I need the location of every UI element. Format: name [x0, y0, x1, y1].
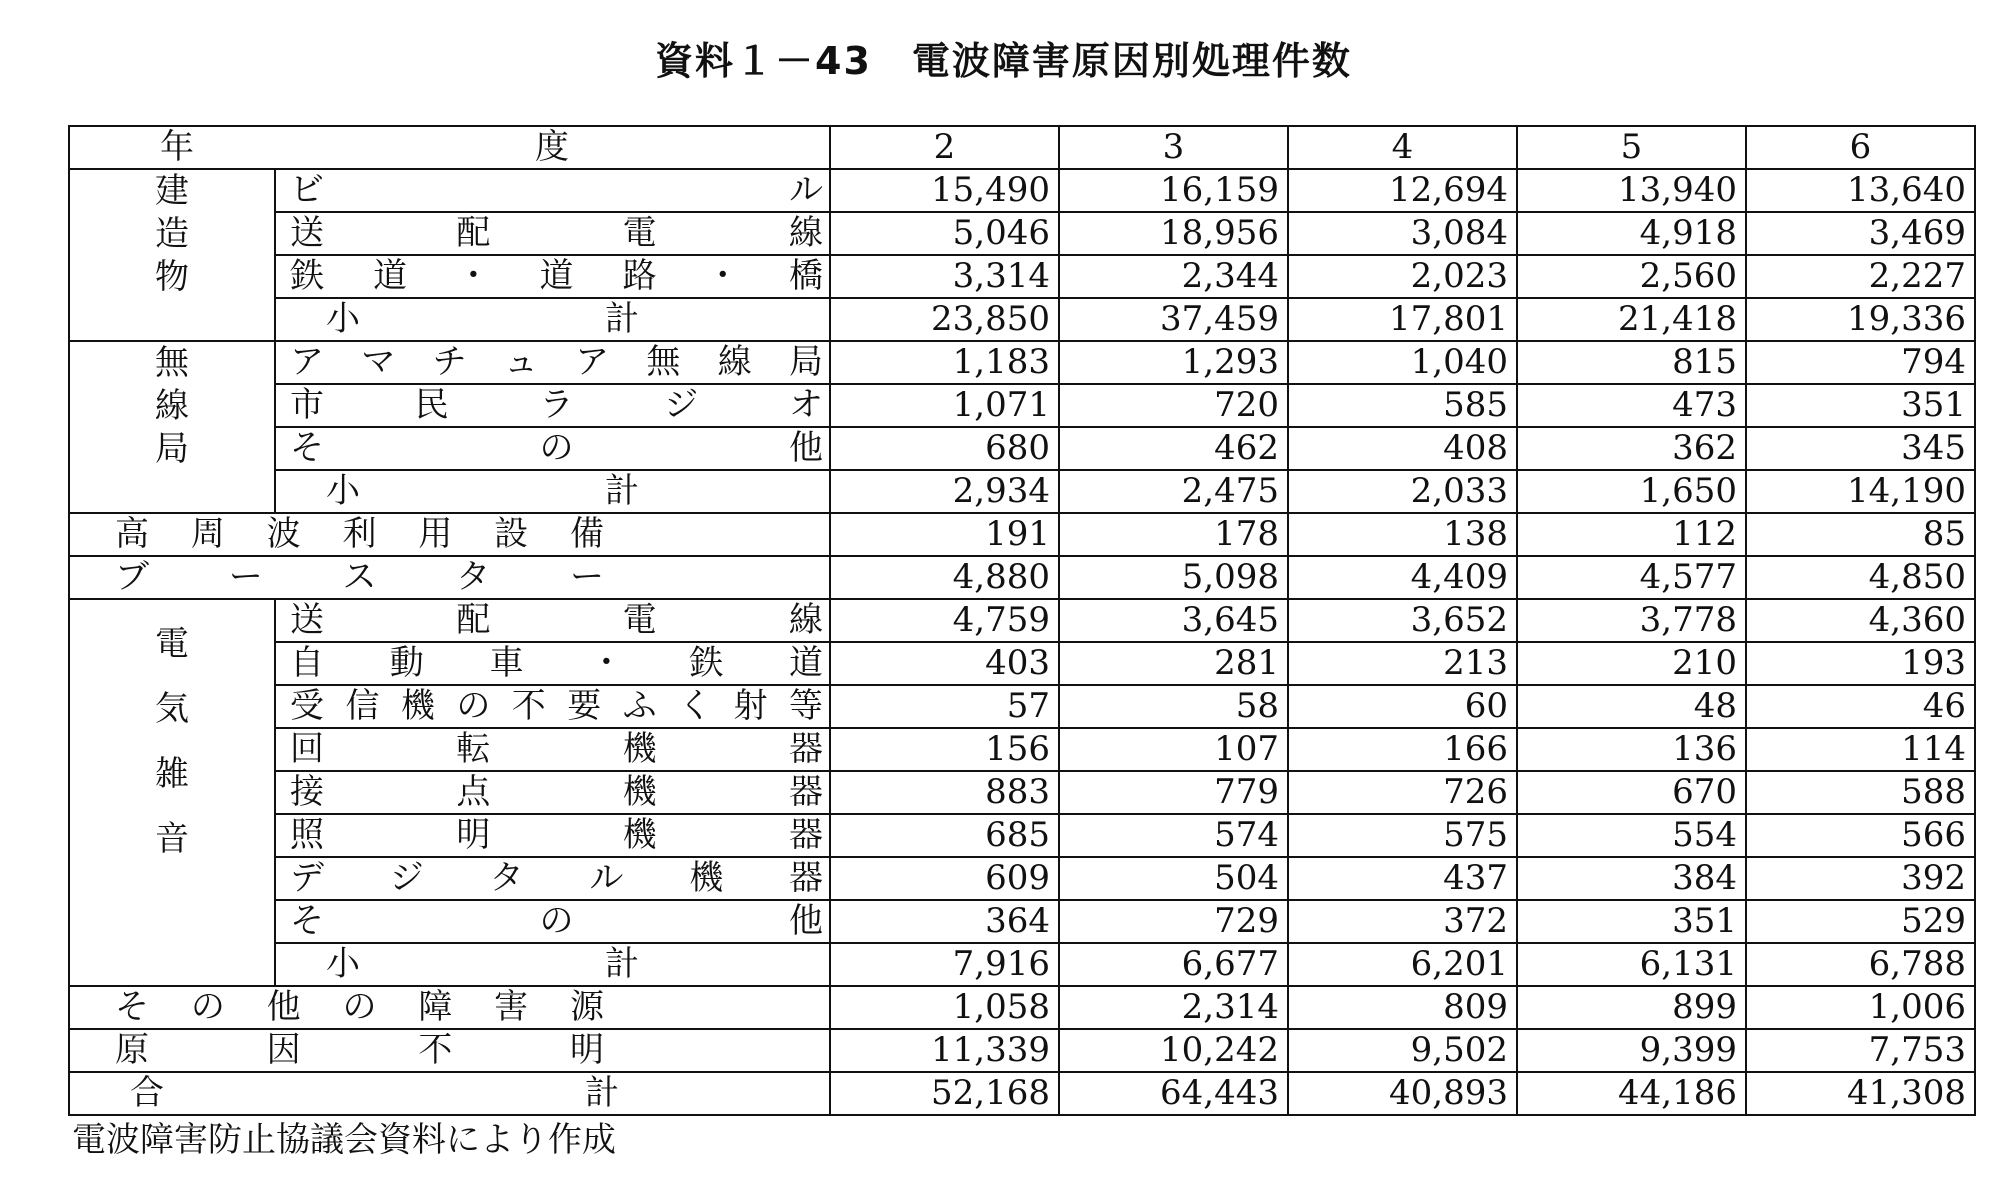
- value-cell: 11,339: [830, 1029, 1059, 1072]
- value-cell: 4,880: [830, 556, 1059, 599]
- category-label: 建造物: [155, 171, 189, 297]
- value-cell: 46: [1746, 685, 1975, 728]
- value-cell: 37,459: [1059, 298, 1288, 341]
- row-label: 受 信 機 の 不 要 ふ く 射 等: [290, 686, 823, 726]
- row-label: 送 配 電 線: [290, 213, 823, 253]
- value-cell: 13,640: [1746, 169, 1975, 212]
- value-cell: 899: [1517, 986, 1746, 1029]
- value-cell: 85: [1746, 513, 1975, 556]
- value-cell: 114: [1746, 728, 1975, 771]
- value-cell: 21,418: [1517, 298, 1746, 341]
- row-label: 照 明 機 器: [290, 815, 823, 855]
- row-label: ビ ル: [290, 170, 823, 210]
- year-cell: 6: [1746, 126, 1975, 169]
- table-row: [69, 814, 1975, 857]
- value-cell: 351: [1746, 384, 1975, 427]
- label-cell: [275, 341, 830, 384]
- category-cell: [69, 599, 275, 986]
- value-cell: 4,577: [1517, 556, 1746, 599]
- table-row: [69, 126, 1975, 169]
- table-row: [69, 298, 1975, 341]
- value-cell: 883: [830, 771, 1059, 814]
- value-cell: 685: [830, 814, 1059, 857]
- table-row: [69, 1029, 1975, 1072]
- value-cell: 2,033: [1288, 470, 1517, 513]
- value-cell: 6,677: [1059, 943, 1288, 986]
- value-cell: 815: [1517, 341, 1746, 384]
- value-cell: 213: [1288, 642, 1517, 685]
- value-cell: 48: [1517, 685, 1746, 728]
- value-cell: 9,502: [1288, 1029, 1517, 1072]
- value-cell: 57: [830, 685, 1059, 728]
- value-cell: 107: [1059, 728, 1288, 771]
- year-cell: 3: [1059, 126, 1288, 169]
- value-cell: 575: [1288, 814, 1517, 857]
- value-cell: 729: [1059, 900, 1288, 943]
- label-cell: [275, 384, 830, 427]
- category-cell: [69, 341, 275, 513]
- value-cell: 351: [1517, 900, 1746, 943]
- table-row: [69, 857, 1975, 900]
- value-cell: 178: [1059, 513, 1288, 556]
- year-cell: 2: [830, 126, 1059, 169]
- value-cell: 670: [1517, 771, 1746, 814]
- value-cell: 3,652: [1288, 599, 1517, 642]
- label-cell: [275, 212, 830, 255]
- value-cell: 364: [830, 900, 1059, 943]
- table-row: [69, 642, 1975, 685]
- value-cell: 2,344: [1059, 255, 1288, 298]
- value-cell: 462: [1059, 427, 1288, 470]
- label-cell: [275, 685, 830, 728]
- value-cell: 17,801: [1288, 298, 1517, 341]
- value-cell: 44,186: [1517, 1072, 1746, 1115]
- value-cell: 566: [1746, 814, 1975, 857]
- value-cell: 585: [1288, 384, 1517, 427]
- table-row: [69, 1072, 1975, 1115]
- category-label: 無線局: [155, 343, 189, 469]
- value-cell: 2,560: [1517, 255, 1746, 298]
- value-cell: 437: [1288, 857, 1517, 900]
- table-row: [69, 685, 1975, 728]
- value-cell: 362: [1517, 427, 1746, 470]
- label-cell: [275, 169, 830, 212]
- value-cell: 4,918: [1517, 212, 1746, 255]
- row-label: 小 計: [326, 944, 639, 984]
- value-cell: 40,893: [1288, 1072, 1517, 1115]
- category-cell: [69, 169, 275, 341]
- value-cell: 191: [830, 513, 1059, 556]
- value-cell: 112: [1517, 513, 1746, 556]
- value-cell: 12,694: [1288, 169, 1517, 212]
- value-cell: 794: [1746, 341, 1975, 384]
- row-label: ア マ チ ュ ア 無 線 局: [290, 342, 823, 382]
- subtotal-label-cell: [275, 943, 830, 986]
- value-cell: 720: [1059, 384, 1288, 427]
- table-row: [69, 900, 1975, 943]
- value-cell: 6,201: [1288, 943, 1517, 986]
- table-row: [69, 341, 1975, 384]
- subtotal-label-cell: [275, 298, 830, 341]
- row-label: デ ジ タ ル 機 器: [290, 858, 823, 898]
- value-cell: 41,308: [1746, 1072, 1975, 1115]
- value-cell: 2,023: [1288, 255, 1517, 298]
- row-label: そ の 他: [290, 428, 823, 468]
- table-row: [69, 255, 1975, 298]
- value-cell: 4,850: [1746, 556, 1975, 599]
- value-cell: 193: [1746, 642, 1975, 685]
- value-cell: 23,850: [830, 298, 1059, 341]
- label-cell: [275, 900, 830, 943]
- value-cell: 138: [1288, 513, 1517, 556]
- value-cell: 7,916: [830, 943, 1059, 986]
- category-label: 電気雑音: [155, 624, 189, 859]
- value-cell: 1,071: [830, 384, 1059, 427]
- value-cell: 16,159: [1059, 169, 1288, 212]
- value-cell: 1,650: [1517, 470, 1746, 513]
- value-cell: 3,645: [1059, 599, 1288, 642]
- page-title: 資料１－43 電波障害原因別処理件数: [655, 39, 1352, 83]
- value-cell: 14,190: [1746, 470, 1975, 513]
- value-cell: 281: [1059, 642, 1288, 685]
- value-cell: 2,934: [830, 470, 1059, 513]
- value-cell: 4,409: [1288, 556, 1517, 599]
- value-cell: 5,098: [1059, 556, 1288, 599]
- value-cell: 1,293: [1059, 341, 1288, 384]
- table-row: [69, 943, 1975, 986]
- table-row: [69, 169, 1975, 212]
- value-cell: 574: [1059, 814, 1288, 857]
- value-cell: 384: [1517, 857, 1746, 900]
- table-row: [69, 771, 1975, 814]
- value-cell: 3,314: [830, 255, 1059, 298]
- value-cell: 60: [1288, 685, 1517, 728]
- year-cell: 5: [1517, 126, 1746, 169]
- value-cell: 392: [1746, 857, 1975, 900]
- value-cell: 210: [1517, 642, 1746, 685]
- label-cell: [275, 255, 830, 298]
- row-label: 送 配 電 線: [290, 600, 823, 640]
- value-cell: 19,336: [1746, 298, 1975, 341]
- value-cell: 345: [1746, 427, 1975, 470]
- year-cell: 4: [1288, 126, 1517, 169]
- row-label: 回 転 機 器: [290, 729, 823, 769]
- value-cell: 5,046: [830, 212, 1059, 255]
- table-row: [69, 556, 1975, 599]
- row-label: そ の 他: [290, 901, 823, 941]
- value-cell: 779: [1059, 771, 1288, 814]
- row-label: 接 点 機 器: [290, 772, 823, 812]
- value-cell: 166: [1288, 728, 1517, 771]
- value-cell: 1,040: [1288, 341, 1517, 384]
- value-cell: 156: [830, 728, 1059, 771]
- row-label: ブ ー ス タ ー: [115, 557, 604, 597]
- value-cell: 15,490: [830, 169, 1059, 212]
- table-row: [69, 728, 1975, 771]
- label-cell: [275, 857, 830, 900]
- value-cell: 1,183: [830, 341, 1059, 384]
- value-cell: 3,469: [1746, 212, 1975, 255]
- table-row: [69, 599, 1975, 642]
- subtotal-label-cell: [275, 470, 830, 513]
- wide-label-cell: [69, 1072, 830, 1115]
- wide-label-cell: [69, 513, 830, 556]
- value-cell: 726: [1288, 771, 1517, 814]
- row-label: 鉄 道 ・ 道 路 ・ 橋: [290, 256, 823, 296]
- row-label: 原 因 不 明: [115, 1030, 604, 1070]
- value-cell: 680: [830, 427, 1059, 470]
- value-cell: 504: [1059, 857, 1288, 900]
- value-cell: 1,058: [830, 986, 1059, 1029]
- value-cell: 58: [1059, 685, 1288, 728]
- label-cell: [275, 771, 830, 814]
- value-cell: 1,006: [1746, 986, 1975, 1029]
- table-row: [69, 470, 1975, 513]
- row-label: そ の 他 の 障 害 源: [115, 987, 604, 1027]
- value-cell: 10,242: [1059, 1029, 1288, 1072]
- value-cell: 7,753: [1746, 1029, 1975, 1072]
- row-label: 年 度: [160, 127, 569, 167]
- value-cell: 136: [1517, 728, 1746, 771]
- value-cell: 52,168: [830, 1072, 1059, 1115]
- year-header: [69, 126, 830, 169]
- wide-label-cell: [69, 556, 830, 599]
- value-cell: 9,399: [1517, 1029, 1746, 1072]
- row-label: 合 計: [130, 1073, 619, 1113]
- value-cell: 408: [1288, 427, 1517, 470]
- value-cell: 2,227: [1746, 255, 1975, 298]
- row-label: 小 計: [326, 471, 639, 511]
- value-cell: 4,759: [830, 599, 1059, 642]
- label-cell: [275, 427, 830, 470]
- row-label: 自 動 車 ・ 鉄 道: [290, 643, 823, 683]
- label-cell: [275, 814, 830, 857]
- value-cell: 3,778: [1517, 599, 1746, 642]
- label-cell: [275, 599, 830, 642]
- table-row: [69, 513, 1975, 556]
- value-cell: 3,084: [1288, 212, 1517, 255]
- table-row: [69, 212, 1975, 255]
- value-cell: 6,788: [1746, 943, 1975, 986]
- row-label: 高 周 波 利 用 設 備: [115, 514, 604, 554]
- value-cell: 4,360: [1746, 599, 1975, 642]
- table-row: [69, 384, 1975, 427]
- wide-label-cell: [69, 986, 830, 1029]
- value-cell: 473: [1517, 384, 1746, 427]
- label-cell: [275, 728, 830, 771]
- value-cell: 809: [1288, 986, 1517, 1029]
- value-cell: 609: [830, 857, 1059, 900]
- statistics-table: [68, 125, 1976, 1116]
- label-cell: [275, 642, 830, 685]
- value-cell: 554: [1517, 814, 1746, 857]
- value-cell: 2,475: [1059, 470, 1288, 513]
- table-row: [69, 427, 1975, 470]
- value-cell: 18,956: [1059, 212, 1288, 255]
- value-cell: 2,314: [1059, 986, 1288, 1029]
- value-cell: 372: [1288, 900, 1517, 943]
- wide-label-cell: [69, 1029, 830, 1072]
- value-cell: 588: [1746, 771, 1975, 814]
- value-cell: 403: [830, 642, 1059, 685]
- value-cell: 64,443: [1059, 1072, 1288, 1115]
- value-cell: 529: [1746, 900, 1975, 943]
- value-cell: 6,131: [1517, 943, 1746, 986]
- row-label: 市 民 ラ ジ オ: [290, 385, 823, 425]
- value-cell: 13,940: [1517, 169, 1746, 212]
- row-label: 小 計: [326, 299, 639, 339]
- source-note: 電波障害防止協議会資料により作成: [72, 1120, 616, 1160]
- table-row: [69, 986, 1975, 1029]
